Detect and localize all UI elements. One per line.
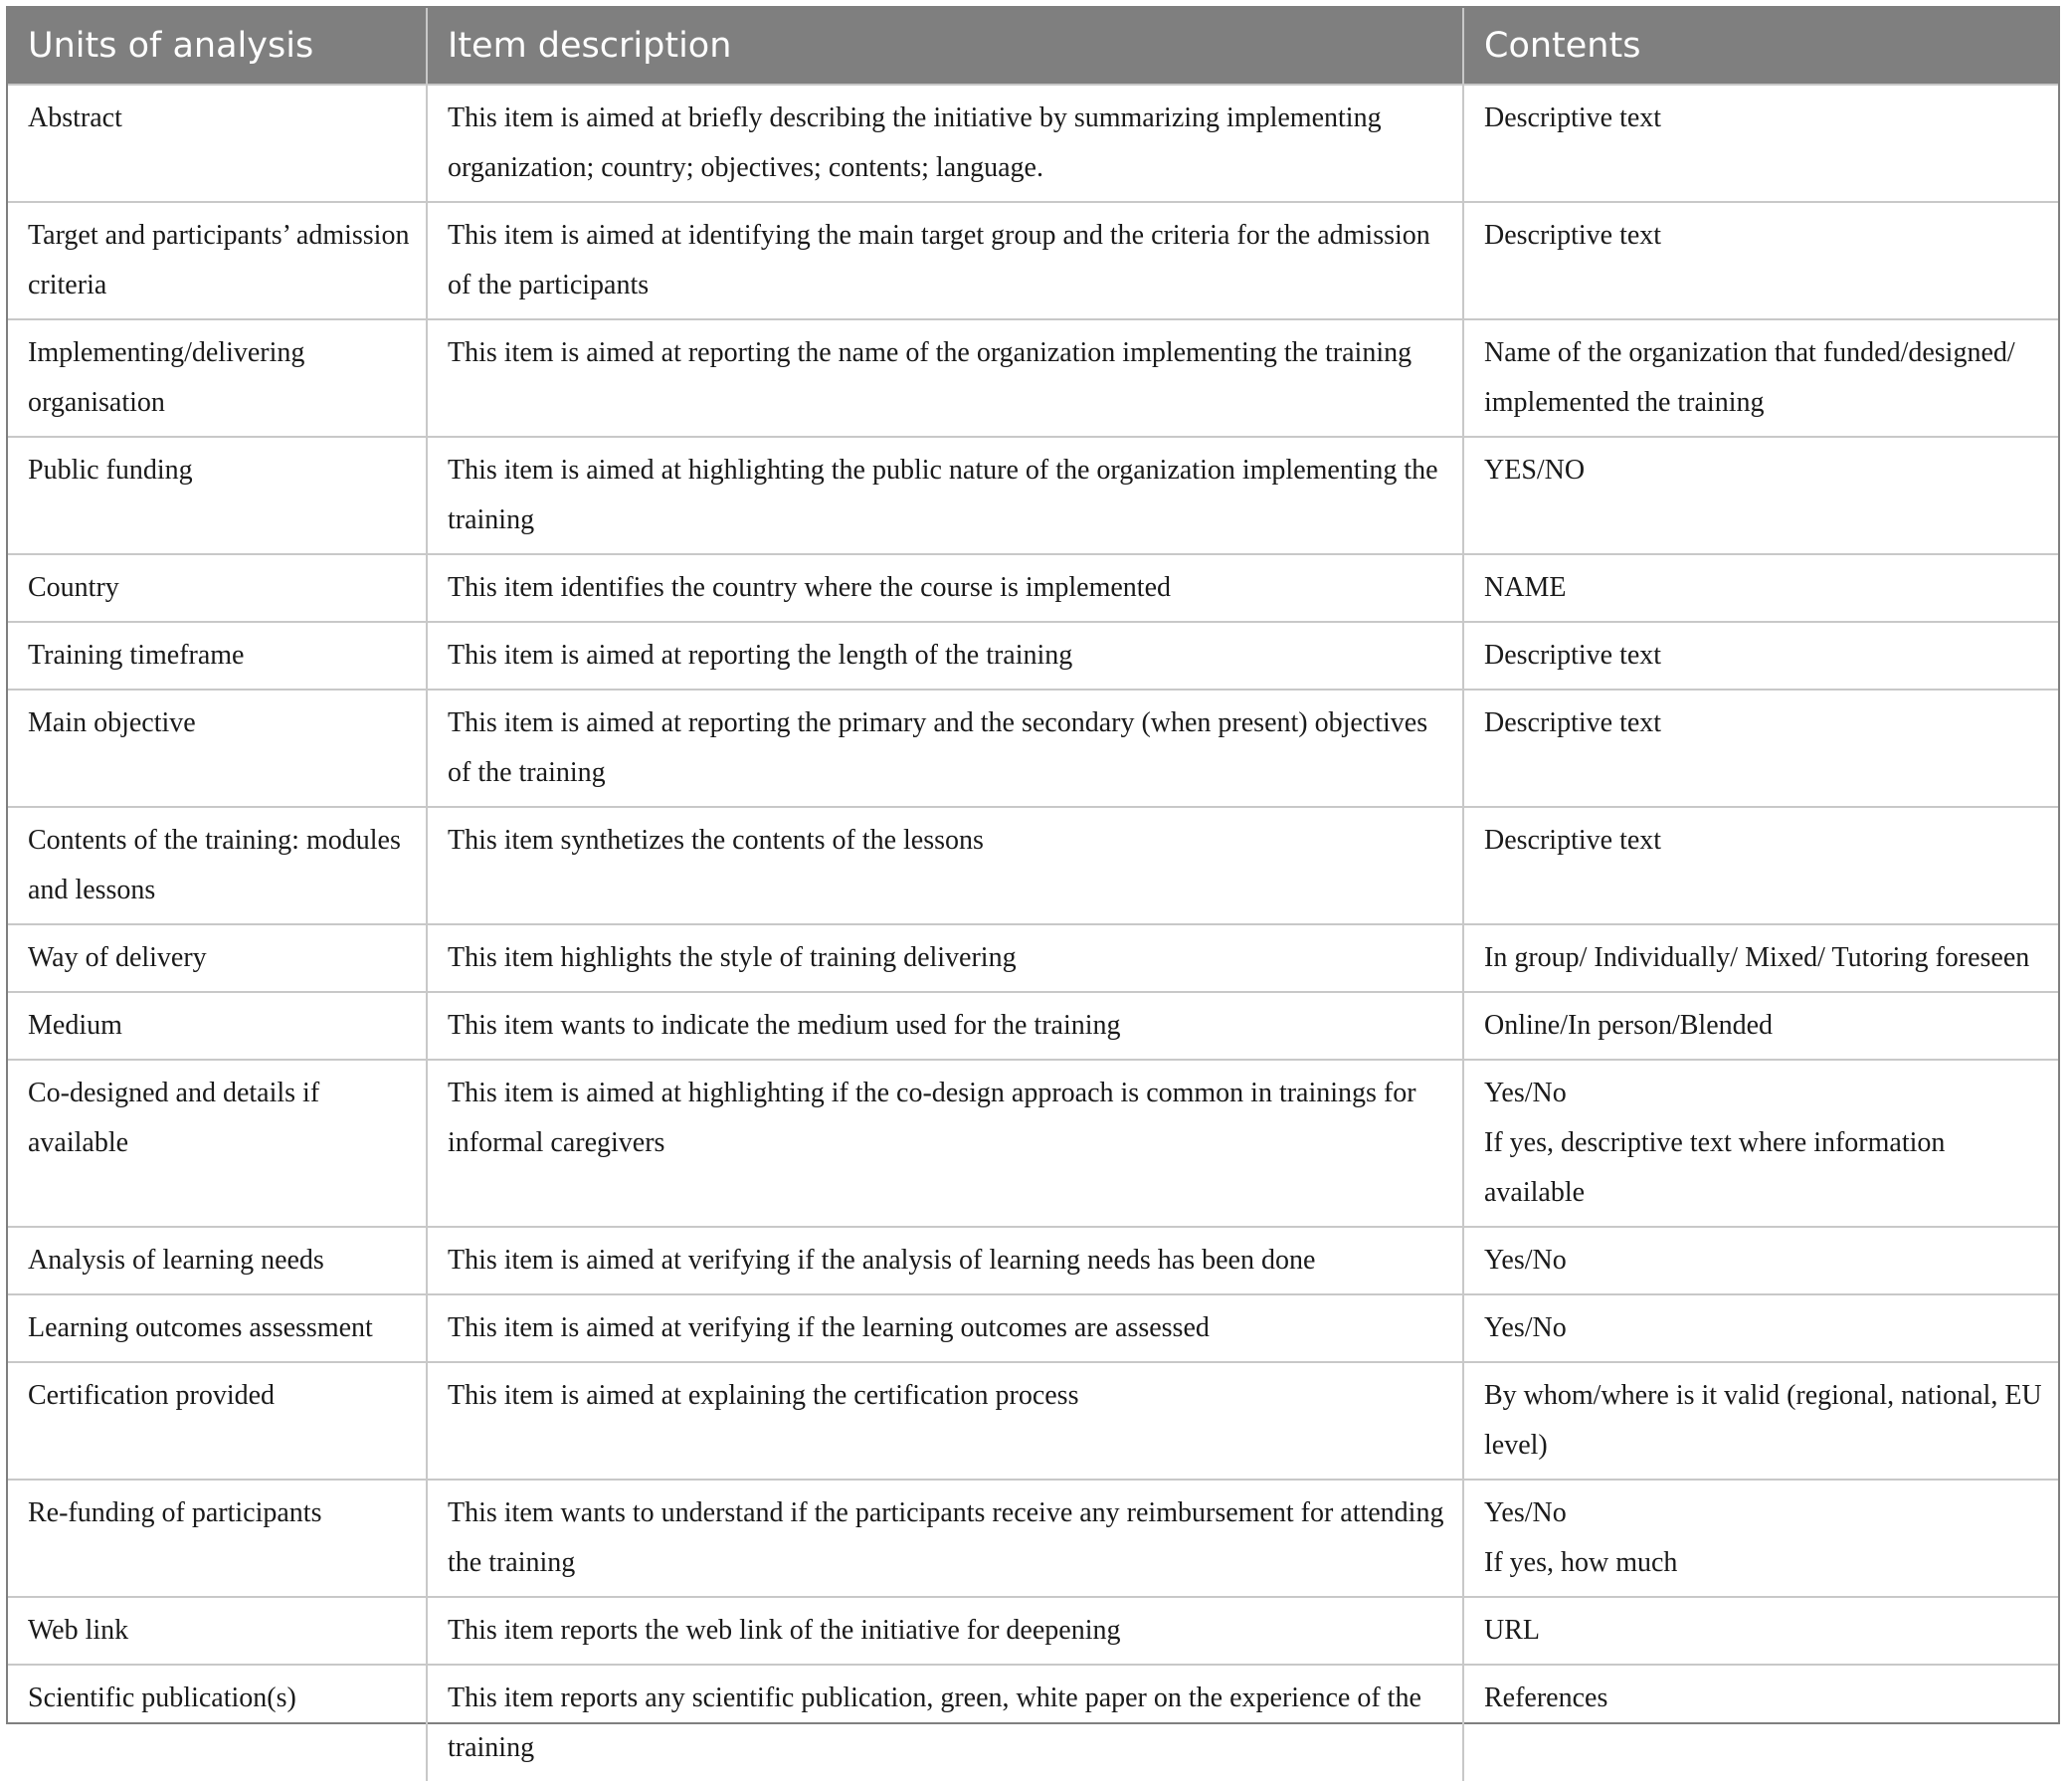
- item-description-cell: This item is aimed at explaining the certification process: [427, 1362, 1463, 1480]
- contents-cell: [1463, 319, 2058, 437]
- item-description-cell: This item is aimed at highlighting if the co-design approach is common in trainings for informal caregivers: [427, 1060, 1463, 1227]
- unit-of-analysis-cell: Web link: [8, 1597, 427, 1665]
- contents-cell: [1463, 1060, 2058, 1227]
- contents-cell: [1463, 202, 2058, 319]
- contents-line: If yes, how much: [1484, 1547, 1678, 1578]
- unit-of-analysis-cell: Co-designed and details if available: [8, 1060, 427, 1227]
- item-description-cell: This item is aimed at verifying if the analysis of learning needs has been done: [427, 1227, 1463, 1294]
- contents-line: References: [1484, 1682, 1608, 1713]
- table-row: [8, 85, 2058, 202]
- item-description-cell: This item is aimed at identifying the main target group and the criteria for the admission of the participants: [427, 202, 1463, 319]
- item-description-cell: This item is aimed at reporting the name of the organization implementing the training: [427, 319, 1463, 437]
- contents-cell: [1463, 622, 2058, 690]
- contents-line: NAME: [1484, 572, 1567, 603]
- table-row: [8, 437, 2058, 554]
- contents-cell: [1463, 924, 2058, 992]
- contents-line: If yes, descriptive text where information available: [1484, 1127, 1946, 1208]
- table-frame: [6, 6, 2060, 1763]
- table-row: [8, 1294, 2058, 1362]
- table-row: [8, 1060, 2058, 1227]
- table-row: [8, 1597, 2058, 1665]
- contents-line: Yes/No: [1484, 1078, 1567, 1108]
- contents-line: In group/ Individually/ Mixed/ Tutoring foreseen: [1484, 942, 2030, 973]
- unit-of-analysis-cell: Abstract: [8, 85, 427, 202]
- unit-of-analysis-cell: Way of delivery: [8, 924, 427, 992]
- item-description-cell: This item is aimed at briefly describing the initiative by summarizing implementing organization; country; objectives; contents; language.: [427, 85, 1463, 202]
- table-row: [8, 319, 2058, 437]
- contents-cell: [1463, 992, 2058, 1060]
- item-description-cell: This item highlights the style of training delivering: [427, 924, 1463, 992]
- units-of-analysis-table: [8, 8, 2058, 1781]
- contents-line: Yes/No: [1484, 1497, 1567, 1528]
- unit-of-analysis-cell: Main objective: [8, 690, 427, 807]
- table-row: [8, 554, 2058, 622]
- table-row: [8, 807, 2058, 924]
- table-row: [8, 924, 2058, 992]
- header-item-description: Item description: [427, 8, 1463, 85]
- contents-line: URL: [1484, 1615, 1540, 1646]
- item-description-cell: This item reports any scientific publication, green, white paper on the experience of the training: [427, 1665, 1463, 1781]
- item-description-cell: This item identifies the country where the course is implemented: [427, 554, 1463, 622]
- contents-cell: [1463, 1597, 2058, 1665]
- item-description-cell: This item wants to understand if the participants receive any reimbursement for attending the training: [427, 1480, 1463, 1597]
- contents-line: By whom/where is it valid (regional, national, EU level): [1484, 1380, 2042, 1461]
- item-description-cell: This item is aimed at reporting the primary and the secondary (when present) objectives of the training: [427, 690, 1463, 807]
- unit-of-analysis-cell: Public funding: [8, 437, 427, 554]
- contents-line: Descriptive text: [1484, 102, 1662, 133]
- contents-line: Descriptive text: [1484, 707, 1662, 738]
- item-description-cell: This item wants to indicate the medium used for the training: [427, 992, 1463, 1060]
- contents-cell: [1463, 1362, 2058, 1480]
- item-description-cell: This item is aimed at highlighting the public nature of the organization implementing the training: [427, 437, 1463, 554]
- table-row: [8, 622, 2058, 690]
- unit-of-analysis-cell: Contents of the training: modules and lessons: [8, 807, 427, 924]
- contents-cell: [1463, 807, 2058, 924]
- item-description-cell: This item reports the web link of the initiative for deepening: [427, 1597, 1463, 1665]
- contents-line: Descriptive text: [1484, 640, 1662, 671]
- table-row: [8, 690, 2058, 807]
- header-units-of-analysis: Units of analysis: [8, 8, 427, 85]
- contents-cell: [1463, 85, 2058, 202]
- header-contents: Contents: [1463, 8, 2058, 85]
- unit-of-analysis-cell: Country: [8, 554, 427, 622]
- contents-line: Name of the organization that funded/designed/ implemented the training: [1484, 337, 2015, 418]
- unit-of-analysis-cell: Implementing/delivering organisation: [8, 319, 427, 437]
- unit-of-analysis-cell: Target and participants’ admission criteria: [8, 202, 427, 319]
- table-row: [8, 992, 2058, 1060]
- contents-cell: [1463, 1294, 2058, 1362]
- table-row: [8, 1227, 2058, 1294]
- table-row: [8, 1480, 2058, 1597]
- item-description-cell: This item synthetizes the contents of the lessons: [427, 807, 1463, 924]
- table-row: [8, 1665, 2058, 1781]
- contents-cell: [1463, 554, 2058, 622]
- unit-of-analysis-cell: Training timeframe: [8, 622, 427, 690]
- unit-of-analysis-cell: Medium: [8, 992, 427, 1060]
- table-row: [8, 202, 2058, 319]
- contents-line: Descriptive text: [1484, 825, 1662, 856]
- unit-of-analysis-cell: Analysis of learning needs: [8, 1227, 427, 1294]
- contents-cell: [1463, 1480, 2058, 1597]
- contents-cell: [1463, 1665, 2058, 1781]
- unit-of-analysis-cell: Scientific publication(s): [8, 1665, 427, 1781]
- contents-line: Yes/No: [1484, 1245, 1567, 1276]
- contents-line: Online/In person/Blended: [1484, 1010, 1774, 1041]
- contents-line: Yes/No: [1484, 1312, 1567, 1343]
- contents-cell: [1463, 437, 2058, 554]
- unit-of-analysis-cell: Learning outcomes assessment: [8, 1294, 427, 1362]
- unit-of-analysis-cell: Certification provided: [8, 1362, 427, 1480]
- table-row: [8, 1362, 2058, 1480]
- contents-cell: [1463, 1227, 2058, 1294]
- contents-cell: [1463, 690, 2058, 807]
- item-description-cell: This item is aimed at verifying if the learning outcomes are assessed: [427, 1294, 1463, 1362]
- contents-line: YES/NO: [1484, 455, 1586, 486]
- contents-line: Descriptive text: [1484, 220, 1662, 251]
- unit-of-analysis-cell: Re-funding of participants: [8, 1480, 427, 1597]
- item-description-cell: This item is aimed at reporting the length of the training: [427, 622, 1463, 690]
- table-header-row: [8, 8, 2058, 85]
